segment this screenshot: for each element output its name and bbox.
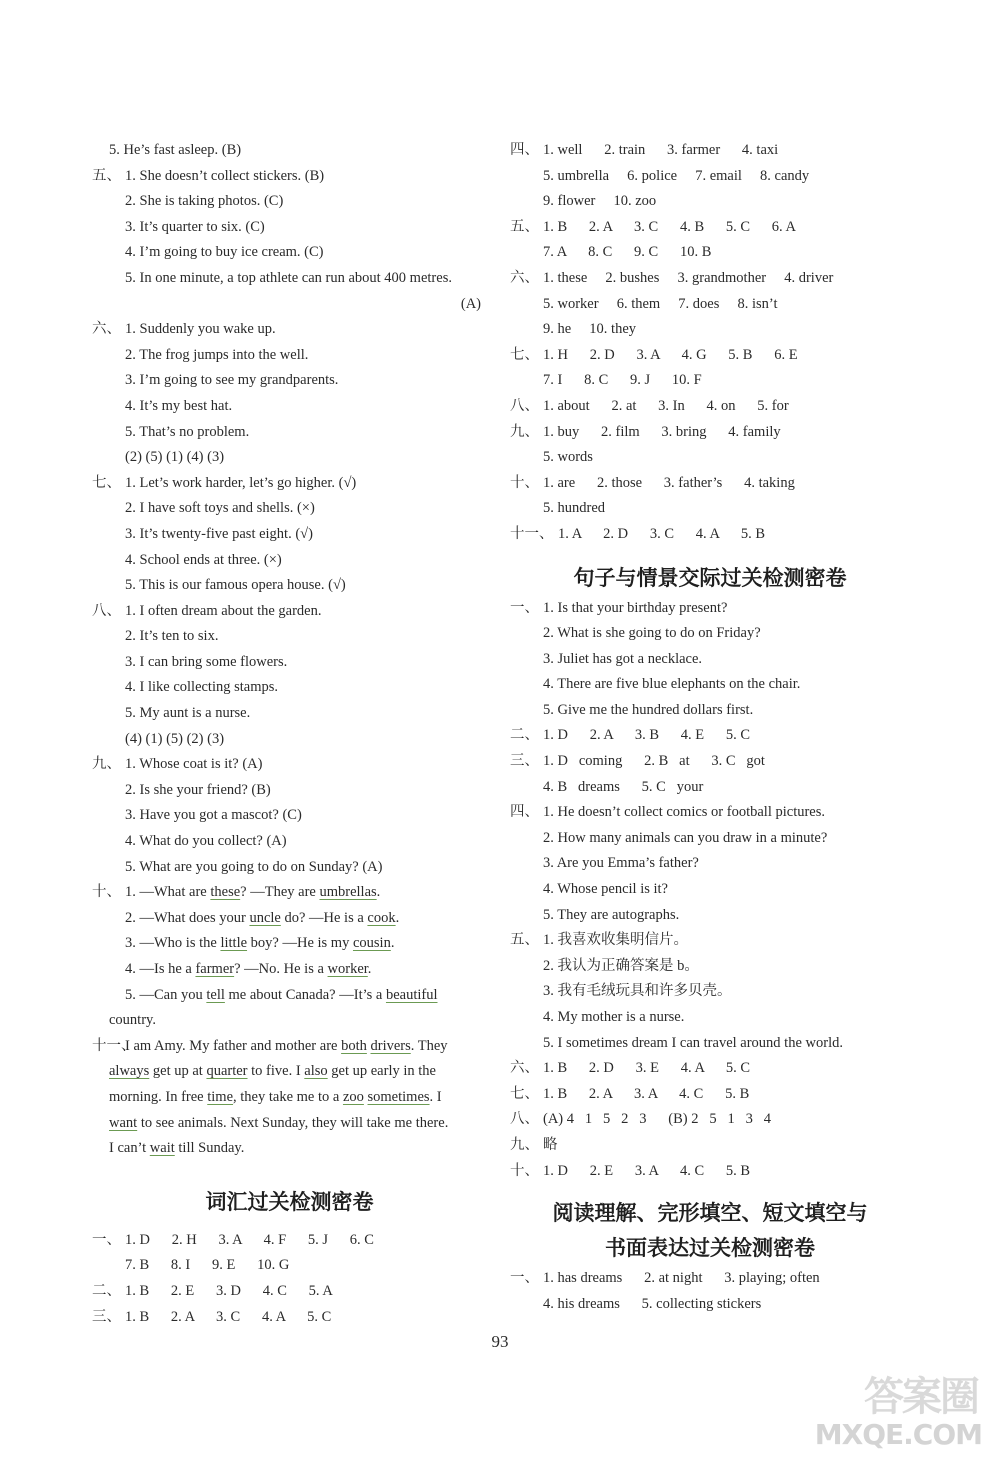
item-text: It’s twenty-five past eight. (√)	[139, 525, 313, 542]
list-item	[92, 1253, 487, 1279]
list-item	[92, 138, 487, 164]
answer-row: 1. buy 2. film 3. bring 4. family	[543, 423, 781, 440]
answer-row: 1. B 2. D 3. E 4. A 5. C	[543, 1060, 751, 1077]
list-item: 3. 我有毛绒玩具和许多贝壳。	[543, 983, 732, 1000]
list-item	[510, 420, 910, 446]
underlined-word: little	[220, 935, 248, 952]
answer-row: 1. A 2. D 3. C 4. A 5. B	[558, 525, 766, 542]
paragraph-line	[92, 1059, 487, 1085]
text-run: till Sunday.	[174, 1140, 245, 1157]
paragraph-line	[92, 1111, 487, 1137]
text-run: to five. I	[247, 1063, 305, 1080]
item-text: This is our famous opera house. (√)	[139, 577, 346, 594]
list-item	[510, 394, 910, 420]
answer-row: 1. D 2. E 3. A 4. C 5. B	[543, 1162, 751, 1179]
list-item	[510, 522, 910, 548]
underlined-word: cook	[367, 909, 396, 926]
list-item	[92, 445, 487, 471]
list-item	[92, 1279, 487, 1305]
answer-row: 9. flower 10. zoo	[543, 193, 657, 210]
section-label: 三、	[510, 753, 539, 770]
text-run: . They	[410, 1037, 448, 1054]
list-item: 2. The frog jumps into the well.	[125, 346, 309, 363]
list-item	[510, 749, 910, 775]
answer-row: 9. he 10. they	[543, 321, 637, 338]
section-label: 六、	[510, 1060, 539, 1077]
list-item	[510, 266, 910, 292]
section-label: 八、	[510, 1111, 539, 1128]
text-run: me about Canada? —It’s a	[224, 986, 386, 1003]
answer-row: 1. has dreams 2. at night 3. playing; often	[543, 1270, 820, 1287]
underlined-word: quarter	[206, 1063, 248, 1080]
text-run: morning. In free	[109, 1088, 208, 1105]
item-text: Suddenly you wake up.	[139, 321, 276, 338]
answer-row: 5. hundred	[543, 500, 606, 517]
right-column	[510, 138, 910, 1317]
item-text: He doesn’t collect comics or football pictures.	[557, 804, 825, 821]
section-label: 八、	[510, 397, 539, 414]
order-answer: (4) (1) (5) (2) (3)	[125, 730, 225, 747]
section-label: 七、	[510, 346, 539, 363]
list-item	[510, 471, 910, 497]
watermark-url: MXQE.COM	[814, 1418, 982, 1451]
answer-row: 1. B 2. E 3. D 4. C 5. A	[125, 1282, 333, 1299]
text-run: ? —They are	[240, 884, 320, 901]
item-text: Let’s work harder, let’s go higher. (√)	[139, 474, 357, 491]
item-text: 我有毛绒玩具和许多贝壳。	[557, 983, 732, 1000]
list-item: 六、 1. Suddenly you wake up.	[92, 317, 487, 343]
list-item	[92, 292, 487, 318]
answer-row: 1. H 2. D 3. A 4. G 5. B 6. E	[543, 346, 798, 363]
list-item: 5. What are you going to do on Sunday? (A)	[125, 858, 383, 875]
text-run: to see animals. Next Sunday, they will take me there.	[137, 1114, 449, 1131]
item-text: What do you collect? (A)	[139, 833, 287, 850]
section-label: 一、	[510, 1270, 539, 1287]
list-item: 5. Give me the hundred dollars first.	[543, 701, 754, 718]
list-item: 七、 1. Let’s work harder, let’s go higher. (√)	[92, 471, 487, 497]
item-text: Is that your birthday present?	[557, 599, 728, 616]
section-label: 十一、	[510, 525, 554, 542]
item-text: School ends at three. (×)	[139, 551, 282, 568]
section-label: 五、	[510, 932, 539, 949]
underlined-word: cousin	[352, 935, 391, 952]
item-num: 5.	[109, 142, 120, 158]
list-item: 4. What do you collect? (A)	[125, 833, 287, 850]
item-text: I’m going to see my grandparents.	[139, 372, 339, 389]
section-label: 六、	[92, 321, 121, 338]
item-text: Have you got a mascot? (C)	[139, 807, 302, 824]
section-title: 句子与情景交际过关检测密卷	[573, 565, 847, 590]
underlined-word: beautiful	[385, 986, 438, 1003]
item-text: I can bring some flowers.	[139, 653, 288, 670]
item-text: Whose pencil is it?	[557, 881, 668, 898]
item-text: I have soft toys and shells. (×)	[139, 500, 315, 517]
underlined-word: time	[207, 1088, 234, 1105]
underlined-word: drivers	[370, 1037, 411, 1054]
list-item: 3. I’m going to see my grandparents.	[125, 372, 339, 389]
section-label: 十、	[510, 474, 539, 491]
section-label: 十一、	[92, 1037, 136, 1054]
item-text: I’m going to buy ice cream. (C)	[139, 244, 324, 261]
list-item	[510, 368, 910, 394]
section-label: 七、	[92, 474, 121, 491]
list-item	[510, 292, 910, 318]
text-run: get up at	[149, 1063, 207, 1080]
list-item	[510, 1159, 910, 1185]
item-text: I sometimes dream I can travel around the world.	[557, 1034, 843, 1051]
text-run: I can’t	[109, 1140, 150, 1157]
item-text: I often dream about the garden.	[139, 602, 322, 619]
section-label: 九、	[510, 1136, 539, 1153]
list-item: 3. It’s quarter to six. (C)	[125, 218, 265, 235]
list-item: 4. My mother is a nurse.	[543, 1009, 685, 1025]
text-run: I am Amy. My father and mother are	[125, 1037, 342, 1054]
item-text: 我认为正确答案是 b。	[557, 957, 699, 974]
list-item: 5. In one minute, a top athlete can run about 400 metres.	[125, 269, 452, 286]
item-text: Give me the hundred dollars first.	[557, 701, 754, 718]
list-item	[510, 343, 910, 369]
answer-row: 略	[543, 1136, 558, 1153]
list-item: 2. It’s ten to six.	[125, 628, 219, 645]
section-label: 三、	[92, 1308, 121, 1325]
item-text: They are autographs.	[557, 906, 680, 923]
list-item	[510, 164, 910, 190]
list-item	[510, 1082, 910, 1108]
item-text: There are five blue elephants on the chair.	[557, 676, 801, 693]
text-run: boy? —He is my	[247, 935, 353, 952]
item-text: It’s my best hat.	[139, 397, 233, 414]
list-item: 4. It’s my best hat.	[125, 397, 233, 414]
left-column	[92, 138, 487, 1330]
section-label: 八、	[92, 602, 121, 619]
answer-row: 1. B 2. A 3. C 4. B 5. C 6. A	[543, 218, 796, 235]
list-item: 一、 1. Is that your birthday present?	[510, 596, 910, 622]
underlined-word: umbrellas	[319, 884, 377, 901]
list-item	[92, 1008, 487, 1034]
item-text: Is she your friend? (B)	[139, 781, 271, 798]
section-label: 四、	[510, 804, 539, 821]
list-item: 4. There are five blue elephants on the chair.	[543, 676, 801, 693]
list-item: 4. —Is he a farmer? —No. He is a worker.	[125, 961, 372, 977]
item-text: (A)	[460, 295, 481, 312]
paragraph-line	[92, 1034, 487, 1060]
answer-row: 4. his dreams 5. collecting stickers	[543, 1295, 762, 1312]
item-text: She is taking photos. (C)	[139, 193, 284, 210]
list-item	[92, 1305, 487, 1331]
section-label: 五、	[92, 167, 121, 184]
item-text: That’s no problem.	[139, 423, 250, 440]
list-item: 4. I like collecting stamps.	[125, 679, 279, 696]
section-label: 十、	[510, 1162, 539, 1179]
text-run: —What are	[139, 884, 211, 901]
list-item: 5. I sometimes dream I can travel around the world.	[543, 1034, 843, 1051]
answer-row: 1. these 2. bushes 3. grandmother 4. driver	[543, 269, 834, 286]
section-label: 十、	[92, 884, 121, 901]
section-label: 一、	[510, 599, 539, 616]
order-answer: (2) (5) (1) (4) (3)	[125, 449, 225, 466]
underlined-word: zoo	[342, 1088, 364, 1105]
item-text: My mother is a nurse.	[557, 1009, 685, 1025]
item-text: My aunt is a nurse.	[139, 705, 251, 722]
list-item: 2. 我认为正确答案是 b。	[543, 957, 699, 974]
item-text: It’s ten to six.	[139, 628, 219, 645]
list-item: 3. Are you Emma’s father?	[543, 855, 699, 872]
text-run: .	[367, 961, 372, 977]
list-item: 4. Whose pencil is it?	[543, 881, 668, 898]
section-label: 七、	[510, 1085, 539, 1102]
text-run: —Who is the	[139, 935, 221, 952]
answer-row: 7. B 8. I 9. E 10. G	[125, 1257, 290, 1274]
answer-row: 7. A 8. C 9. C 10. B	[543, 244, 712, 261]
answer-row: 1. D 2. H 3. A 4. F 5. J 6. C	[125, 1231, 374, 1248]
answer-row: 1. about 2. at 3. In 4. on 5. for	[543, 397, 789, 414]
item-text: How many animals can you draw in a minute?	[557, 829, 828, 846]
answer-row: 5. umbrella 6. police 7. email 8. candy	[543, 167, 810, 184]
answer-row: 7. I 8. C 9. J 10. F	[543, 372, 702, 389]
section-label: 五、	[510, 218, 539, 235]
answer-row: 1. D coming 2. B at 3. C got	[543, 753, 765, 770]
list-item: 5. They are autographs.	[543, 906, 680, 923]
underlined-word: sometimes	[367, 1088, 430, 1105]
answer-row: 5. words	[543, 449, 593, 466]
item-text: country.	[109, 1012, 156, 1029]
section-label: 四、	[510, 142, 539, 158]
list-item: 3. It’s twenty-five past eight. (√)	[125, 525, 313, 542]
list-item: 十、 1. —What are these? —They are umbrellas.	[92, 880, 487, 906]
answer-row: 1. B 2. A 3. C 4. A 5. C	[125, 1308, 332, 1325]
list-item: 5. That’s no problem.	[125, 423, 250, 440]
watermark-logo	[792, 1365, 982, 1455]
list-item	[510, 1107, 910, 1133]
section-label: 一、	[92, 1231, 121, 1248]
list-item	[92, 727, 487, 753]
list-item: 3. —Who is the little boy? —He is my cousin.	[125, 935, 395, 952]
underlined-word: these	[210, 884, 241, 901]
list-item: 2. She is taking photos. (C)	[125, 193, 284, 210]
section-title-line-2: 书面表达过关检测密卷	[605, 1236, 815, 1261]
answer-row: 1. are 2. those 3. father’s 4. taking	[543, 474, 795, 491]
answer-row: 1. well 2. train 3. farmer 4. taxi	[543, 142, 779, 158]
list-item: 八、 1. I often dream about the garden.	[92, 599, 487, 625]
underlined-word: worker	[327, 961, 368, 977]
item-text: What is she going to do on Friday?	[557, 625, 761, 642]
underlined-word: both	[341, 1037, 367, 1054]
list-item	[510, 496, 910, 522]
underlined-word: wait	[149, 1140, 175, 1157]
underlined-word: tell	[206, 986, 225, 1003]
underlined-word: always	[109, 1063, 150, 1080]
paragraph-line	[92, 1136, 487, 1162]
item-text: Juliet has got a necklace.	[557, 650, 703, 667]
section-title: 阅读理解、完形填空、短文填空与	[552, 1201, 868, 1226]
item-text: The frog jumps into the well.	[139, 346, 309, 363]
list-item: 3. I can bring some flowers.	[125, 653, 288, 670]
section-label: 九、	[92, 756, 121, 773]
list-item	[510, 723, 910, 749]
list-item	[510, 240, 910, 266]
underlined-word: want	[109, 1114, 138, 1131]
underlined-word: uncle	[249, 909, 281, 926]
list-item	[510, 1056, 910, 1082]
list-item: 五、 1. She doesn’t collect stickers. (B)	[92, 164, 487, 190]
list-item	[510, 1266, 910, 1292]
watermark-text: 答案圈	[864, 1374, 978, 1420]
list-item: 四、 1. He doesn’t collect comics or football pictures.	[510, 800, 910, 826]
section-label: 六、	[510, 269, 539, 286]
section-label: 九、	[510, 423, 539, 440]
text-run: .	[395, 909, 400, 926]
item-text: Are you Emma’s father?	[556, 855, 699, 872]
list-item: 2. I have soft toys and shells. (×)	[125, 500, 315, 517]
text-run: —What does your	[139, 909, 250, 926]
list-item: 5. My aunt is a nurse.	[125, 705, 251, 722]
list-item: 2. —What does your uncle do? —He is a cook.	[125, 909, 400, 926]
list-item	[510, 775, 910, 801]
item-text: She doesn’t collect stickers. (B)	[139, 167, 325, 184]
text-run: do? —He is a	[280, 909, 368, 926]
item-text: I like collecting stamps.	[139, 679, 279, 696]
list-item: 2. Is she your friend? (B)	[125, 781, 271, 798]
list-item	[510, 215, 910, 241]
section-title: 词汇过关检测密卷	[205, 1189, 374, 1214]
list-item: 五、 1. 我喜欢收集明信片。	[510, 928, 910, 954]
item-text: He’s fast asleep. (B)	[123, 142, 242, 158]
list-item	[510, 1292, 910, 1318]
list-item	[510, 138, 910, 164]
item-text: 我喜欢收集明信片。	[557, 932, 688, 949]
list-item: 九、 1. Whose coat is it? (A)	[92, 752, 487, 778]
list-item	[92, 1228, 487, 1254]
text-run: . I	[429, 1088, 442, 1105]
list-item: 3. Juliet has got a necklace.	[543, 650, 703, 667]
text-run: —Can you	[139, 986, 207, 1003]
list-item	[510, 445, 910, 471]
answer-row: 5. worker 6. them 7. does 8. isn’t	[543, 295, 778, 312]
section-label: 二、	[510, 727, 539, 744]
list-item: 5. —Can you tell me about Canada? —It’s a beautiful	[125, 986, 438, 1003]
answer-row: 1. B 2. A 3. A 4. C 5. B	[543, 1085, 750, 1102]
answer-row: 1. D 2. A 3. B 4. E 5. C	[543, 727, 751, 744]
answer-row: (A) 4 1 5 2 3 (B) 2 5 1 3 4	[543, 1111, 771, 1128]
list-item: 5. This is our famous opera house. (√)	[125, 577, 346, 594]
list-item	[510, 317, 910, 343]
paragraph-line	[92, 1085, 487, 1111]
list-item: 3. Have you got a mascot? (C)	[125, 807, 302, 824]
text-run: .	[376, 884, 381, 901]
list-item	[510, 189, 910, 215]
list-item: 2. What is she going to do on Friday?	[543, 625, 761, 642]
answer-row: 4. B dreams 5. C your	[543, 778, 704, 795]
underlined-word: farmer	[195, 961, 235, 977]
text-run: .	[390, 935, 395, 952]
list-item: 4. I’m going to buy ice cream. (C)	[125, 244, 324, 261]
list-item	[510, 1133, 910, 1159]
section-label: 二、	[92, 1282, 121, 1299]
page-number: 93	[491, 1332, 509, 1351]
underlined-word: also	[304, 1063, 328, 1080]
item-text: It’s quarter to six. (C)	[139, 218, 265, 235]
item-text: In one minute, a top athlete can run about 400 metres.	[139, 269, 452, 286]
text-run: , they take me to a	[233, 1088, 343, 1105]
item-text: Whose coat is it? (A)	[139, 756, 263, 773]
item-text: What are you going to do on Sunday? (A)	[139, 858, 383, 875]
list-item: 2. How many animals can you draw in a minute?	[543, 829, 828, 846]
text-run: —Is he a	[139, 961, 196, 977]
text-run: get up early in the	[327, 1063, 436, 1080]
text-run: ? —No. He is a	[234, 961, 328, 977]
list-item: 4. School ends at three. (×)	[125, 551, 282, 568]
